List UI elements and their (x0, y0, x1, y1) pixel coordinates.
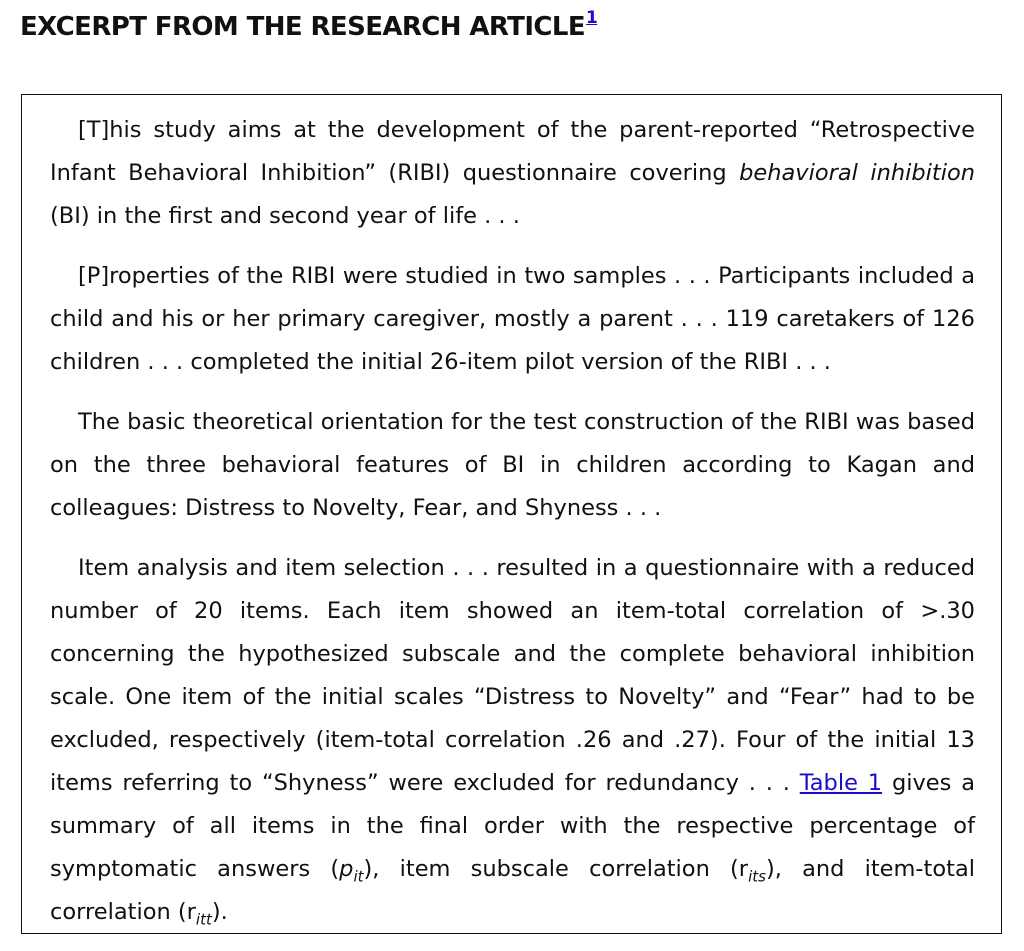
paragraph-text: Item analysis and item selection . . . resulted in a questionnaire with a reduced number of 20 items. Each item showed an item-total correlation of >.30 concerning the hypothesized subscale and the complete behavioral inhibition scale. One item of the initial scales “Distress to Novelty” and “Fear” had to be excluded, respectively (item-total correlation .26 and .27). Four of the initial 13 items referring to “Shyness” were excluded for redundancy . . . (50, 555, 975, 796)
paragraph-item-analysis (50, 547, 975, 934)
variable-p: p (339, 856, 354, 882)
paragraph-text: gives a summary of all items in the final order with the respective percentage of symptomatic answers ( (50, 770, 975, 882)
page-title-text: EXCERPT FROM THE RESEARCH ARTICLE (20, 12, 585, 42)
paragraph-samples (50, 255, 975, 384)
paragraph-theory (50, 401, 975, 530)
variable-subscript: its (748, 867, 766, 886)
paragraph-text: (BI) in the first and second year of life . . . (50, 203, 520, 229)
footnote-link[interactable]: 1 (586, 8, 598, 28)
variable-subscript: it (353, 867, 364, 886)
variable-subscript: itt (195, 910, 212, 929)
excerpt-body (50, 109, 975, 951)
paragraph-study-aim (50, 109, 975, 238)
paragraph-text: ), and item-total correlation (r (50, 856, 975, 925)
table-1-link[interactable]: Table 1 (799, 770, 883, 796)
excerpt-box (21, 94, 1002, 934)
paragraph-text: [T]his study aims at the development of the parent-reported “Retrospective Infant Behavioral Inhibition” (RIBI) questionnaire covering (50, 117, 975, 186)
paragraph-text: The basic theoretical orientation for the test construction of the RIBI was based on the three behavioral features of BI in children according to Kagan and colleagues: Distress to Novelty, Fear, and Shyness . . . (50, 409, 975, 521)
paragraph-text: ). (211, 899, 228, 925)
emphasis-text: behavioral inhibition (739, 160, 976, 186)
paragraph-text: [P]roperties of the RIBI were studied in two samples . . . Participants included a child and his or her primary caregiver, mostly a parent . . . 119 caretakers of 126 children . . . completed the initial 26-item pilot version of the RIBI . . . (50, 263, 975, 375)
page-title (20, 8, 597, 42)
paragraph-text: ), item subscale correlation (r (363, 856, 749, 882)
